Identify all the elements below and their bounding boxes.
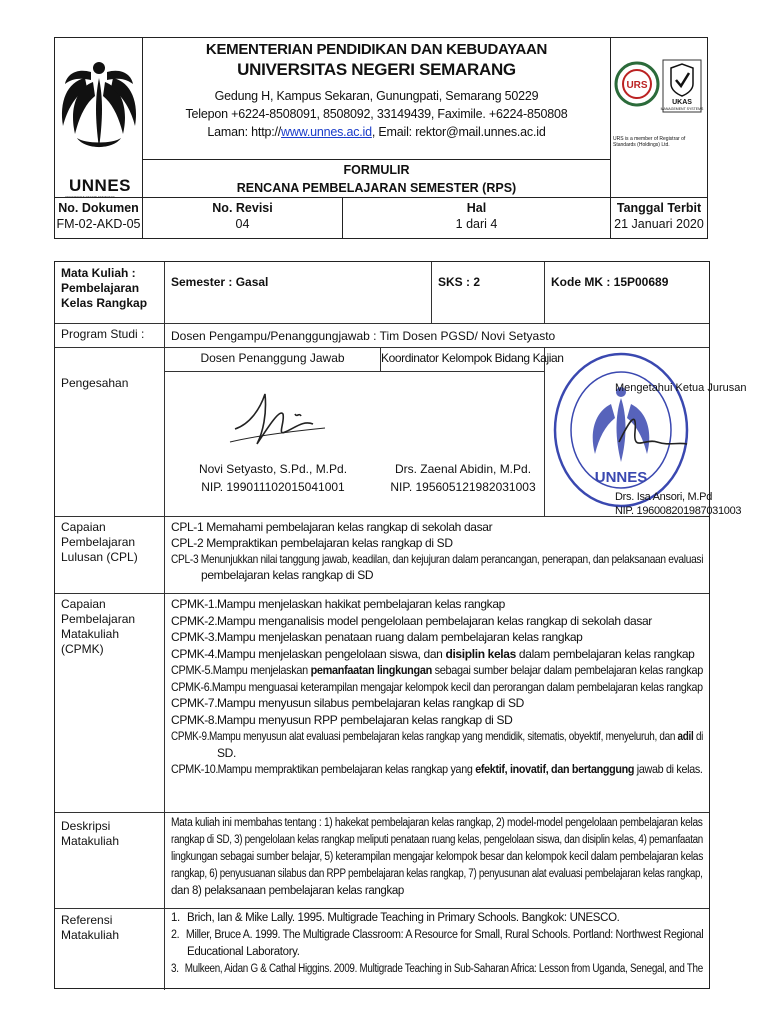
certification-cell bbox=[611, 38, 707, 197]
referensi-item-continuation: Educational Laboratory. bbox=[187, 946, 300, 958]
cpmk-item bbox=[171, 695, 703, 712]
cpmk-item-continuation: SD. bbox=[217, 745, 236, 760]
cpmk-text: Mampu menyusun silabus pembelajaran kelas rangkap di SD bbox=[217, 696, 524, 710]
cpmk-item bbox=[171, 613, 703, 630]
rps-table bbox=[54, 261, 747, 989]
cpl-item: CPL-3 Menunjukkan nilai tanggung jawab, keadilan, dan kejujuran dalam perancangan, penerapan, dan pelaksanaan evaluasi bbox=[171, 552, 704, 566]
institution-info bbox=[143, 38, 611, 159]
management-systems-label: MANAGEMENT SYSTEMS bbox=[660, 107, 704, 111]
cpmk-text: sebagai sumber belajar dalam pembelajaran kelas rangkap bbox=[431, 663, 704, 677]
deskripsi-line: lingkungan sebagai sumber belajar, 5) keterampilan mengajar kelompok besar dan kelompok kecil dalam pembelajaran kelas bbox=[171, 851, 704, 863]
cpmk-row bbox=[55, 594, 709, 813]
dosen-text: Dosen Pengampu/Penanggungjawab : Tim Dosen PGSD/ Novi Setyasto bbox=[171, 329, 556, 343]
meta-cell-dokumen bbox=[55, 198, 143, 238]
cpmk-text: Mampu menyusun RPP pembelajaran kelas rangkap di SD bbox=[217, 712, 513, 727]
cpmk-code: CPMK-7. bbox=[171, 696, 218, 710]
cpmk-code: CPMK-3. bbox=[171, 630, 218, 644]
cpl-row bbox=[55, 516, 709, 594]
logo-subtext: UNIVERSITAS NEGERI SEMARANG bbox=[65, 195, 116, 199]
cpmk-list bbox=[165, 594, 709, 812]
deskripsi-line: dan 8) pelaksanaan pembelajaran kelas rangkap bbox=[171, 885, 404, 897]
ref-text: Miller, Bruce A. 1999. The Multigrade Classroom: A Resource for Small, Rural Schools. Portland: Northwest Regional bbox=[185, 929, 704, 941]
cpmk-item bbox=[171, 662, 704, 679]
meta-cell-tanggal bbox=[611, 198, 707, 238]
cpmk-item bbox=[171, 629, 703, 646]
web-line bbox=[143, 123, 610, 141]
cpmk-code: CPMK-9. bbox=[171, 729, 210, 743]
urs-certification-icon bbox=[611, 40, 707, 136]
ref-text: Brich, Ian & Mike Lally. 1995. Multigrade Teaching in Primary Schools. Bangkok: UNESCO. bbox=[187, 912, 620, 924]
document-meta-row bbox=[55, 197, 707, 238]
phone-line: Telepon +6224-8508091, 8508092, 33149439, Faximile. +6224-850808 bbox=[185, 107, 568, 121]
meta-label: No. Revisi bbox=[212, 201, 273, 215]
cpmk-bold: efektif, inovatif, dan bertanggung bbox=[475, 762, 635, 776]
cpmk-item bbox=[171, 761, 703, 778]
deskripsi-line: rangkap di SD, 3) pengelolaan kelas rangkap meliputi penataan ruang kelas, pengelolaan siswa, dan disiplin kelas, 4) pemanfaatan bbox=[171, 834, 703, 846]
cpl-item-continuation: pembelajaran kelas rangkap di SD bbox=[201, 568, 374, 582]
ref-number: 1. bbox=[171, 912, 180, 924]
signatory-nip: NIP. 199011102015041001 bbox=[201, 480, 345, 494]
cpmk-text: jawab di kelas. bbox=[634, 762, 703, 776]
cpmk-code: CPMK-8. bbox=[171, 712, 218, 727]
referensi-item bbox=[171, 910, 703, 927]
deskripsi-line: rangkap, 6) penyusuanan silabus dan RPP pembelajaran kelas rangkap, 7) penyusunan alat evaluasi pembelajaran kelas rangkap, bbox=[171, 868, 703, 880]
label-line: Matakuliah (CPMK) bbox=[61, 627, 120, 656]
form-title: RENCANA PEMBELAJARAN SEMESTER (RPS) bbox=[236, 181, 517, 195]
cpl-label bbox=[55, 517, 165, 593]
referensi-label: Referensi Matakuliah bbox=[55, 909, 165, 990]
ukas-label: UKAS bbox=[672, 99, 692, 106]
stamp-label: UNNES bbox=[594, 469, 648, 486]
cpmk-item bbox=[171, 646, 703, 663]
meta-label: Tanggal Terbit bbox=[616, 201, 702, 215]
logo-wordmark: UNNES bbox=[69, 176, 132, 195]
course-name-cell bbox=[55, 262, 165, 323]
referensi-item bbox=[171, 927, 704, 944]
cpmk-text: Mampu menjelaskan pengelolaan siswa, dan bbox=[217, 646, 446, 661]
unnes-logo-icon bbox=[55, 38, 143, 178]
signatory-name: Drs. Isa Ansori, M.Pd bbox=[615, 491, 713, 503]
signatory-1 bbox=[165, 460, 381, 496]
cpmk-item bbox=[171, 596, 703, 613]
university-logo-cell bbox=[55, 38, 143, 197]
university-stamp-icon bbox=[549, 342, 699, 512]
cpmk-text: Mampu menjelaskan hakikat pembelajaran kelas rangkap bbox=[217, 597, 505, 611]
meta-cell-revisi bbox=[143, 198, 343, 238]
kode-mk-cell: Kode MK : 15P00689 bbox=[551, 275, 669, 289]
deskripsi-row bbox=[55, 813, 709, 909]
ref-number: 3. bbox=[171, 963, 179, 975]
col1-title: Dosen Penanggung Jawab bbox=[165, 348, 381, 372]
meta-label: Hal bbox=[466, 201, 487, 215]
label-line: Capaian Pembelajaran bbox=[61, 520, 136, 549]
program-label: Program Studi : bbox=[55, 324, 165, 347]
deskripsi-line: Mata kuliah ini membahas tentang : 1) hakekat pembelajaran kelas rangkap, 2) model-model pengelolaan pembelajaran kelas bbox=[171, 817, 703, 829]
course-label: Mata Kuliah : bbox=[61, 266, 136, 280]
course-name-line: Kelas Rangkap bbox=[61, 296, 148, 310]
referensi-list bbox=[165, 909, 709, 990]
email-text: , Email: rektor@mail.unnes.ac.id bbox=[371, 125, 546, 139]
meta-label: No. Dokumen bbox=[58, 201, 139, 215]
certification-note: URS is a member of Registrar of Standards (Holdings) Ltd. bbox=[613, 136, 686, 148]
cpmk-text: Mampu menguasai keterampilan mengajar kelompok kecil dan perorangan dalam pembelajaran kelas rangkap bbox=[211, 679, 703, 694]
form-title-cell bbox=[143, 159, 611, 197]
pengesahan-row bbox=[55, 348, 747, 517]
cpmk-text: di bbox=[693, 729, 704, 743]
ref-number: 2. bbox=[171, 929, 180, 941]
cpmk-code: CPMK-4. bbox=[171, 646, 218, 661]
meta-value: 21 Januari 2020 bbox=[614, 217, 704, 231]
course-row bbox=[55, 262, 709, 324]
deskripsi-label: Deskripsi Matakuliah bbox=[55, 813, 165, 908]
form-label: FORMULIR bbox=[343, 163, 410, 177]
cpmk-label bbox=[55, 594, 165, 812]
signatory-name: Novi Setyasto, S.Pd., M.Pd. bbox=[198, 462, 348, 476]
cpmk-bold: adil bbox=[677, 729, 694, 743]
col3-title: Mengetahui Ketua Jurusan bbox=[615, 382, 747, 394]
meta-cell-hal bbox=[343, 198, 611, 238]
cpmk-item bbox=[171, 728, 704, 745]
cpmk-text: Mampu menjelaskan bbox=[212, 663, 311, 677]
signatory-3 bbox=[615, 490, 741, 518]
meta-value: FM-02-AKD-05 bbox=[56, 217, 141, 231]
course-name-line: Pembelajaran bbox=[61, 281, 140, 295]
signatory-nip: NIP. 196008201987031003 bbox=[615, 505, 742, 517]
deskripsi-text bbox=[165, 813, 709, 908]
cpl-item: CPL-1 Memahami pembelajaran kelas rangkap di sekolah dasar bbox=[171, 520, 493, 534]
address-block bbox=[143, 87, 610, 141]
cpmk-bold: disiplin kelas bbox=[445, 646, 516, 661]
cpmk-text: Mampu menjelaskan penataan ruang dalam pembelajaran kelas rangkap bbox=[217, 630, 583, 644]
meta-value: 1 dari 4 bbox=[455, 217, 498, 231]
col2-title: Koordinator Kelompok Bidang Kajian bbox=[381, 348, 545, 372]
referensi-item bbox=[171, 961, 703, 978]
signatory-2 bbox=[381, 460, 545, 496]
cpmk-text: Mampu menyusun alat evaluasi pembelajaran kelas rangkap yang mendidik, sitematis, obyektif, menyeluruh, dan bbox=[209, 729, 678, 743]
urs-label: URS bbox=[626, 80, 648, 91]
cpmk-code: CPMK-6. bbox=[171, 679, 213, 694]
meta-value: 04 bbox=[235, 217, 250, 231]
sks-cell: SKS : 2 bbox=[432, 262, 545, 323]
cpmk-code: CPMK-1. bbox=[171, 597, 218, 611]
signature-icon bbox=[225, 384, 335, 454]
cpl-item: CPL-2 Mempraktikan pembelajaran kelas rangkap di SD bbox=[171, 536, 453, 550]
cpmk-code: CPMK-10. bbox=[171, 762, 219, 776]
ministry-name: KEMENTERIAN PENDIDIKAN DAN KEBUDAYAAN bbox=[205, 41, 548, 58]
address-line: Gedung H, Kampus Sekaran, Gunungpati, Semarang 50229 bbox=[214, 89, 539, 103]
cpmk-item bbox=[171, 679, 703, 696]
semester-cell: Semester : Gasal bbox=[165, 262, 432, 323]
referensi-row bbox=[55, 909, 709, 990]
website-link[interactable]: www.unnes.ac.id bbox=[281, 125, 372, 139]
cpmk-text: Mampu menganalisis model pengelolaan pembelajaran kelas rangkap di sekolah dasar bbox=[217, 613, 652, 628]
ref-text: Mulkeen, Aidan G & Cathal Higgins. 2009. Multigrade Teaching in Sub-Saharan Africa: Lesson from Uganda, Senegal, and The bbox=[184, 963, 703, 975]
cpl-list bbox=[165, 517, 709, 593]
cpmk-bold: pemanfaatan lingkungan bbox=[310, 663, 432, 677]
cpmk-code: CPMK-2. bbox=[171, 613, 218, 628]
web-prefix: Laman: http:// bbox=[207, 125, 282, 139]
label-line: Capaian Pembelajaran bbox=[61, 597, 136, 626]
signatory-name: Drs. Zaenal Abidin, M.Pd. bbox=[394, 462, 532, 476]
university-name: UNIVERSITAS NEGERI SEMARANG bbox=[237, 60, 516, 79]
signatory-nip: NIP. 195605121982031003 bbox=[390, 480, 536, 494]
pengesahan-label: Pengesahan bbox=[55, 348, 165, 516]
cpmk-text: dalam pembelajaran kelas rangkap bbox=[515, 646, 695, 661]
cpmk-code: CPMK-5. bbox=[171, 663, 213, 677]
label-line: Lulusan (CPL) bbox=[61, 550, 138, 564]
cpmk-item bbox=[171, 712, 703, 729]
cpmk-text: Mampu mempraktikan pembelajaran kelas rangkap yang bbox=[217, 762, 476, 776]
document-header bbox=[54, 37, 708, 239]
